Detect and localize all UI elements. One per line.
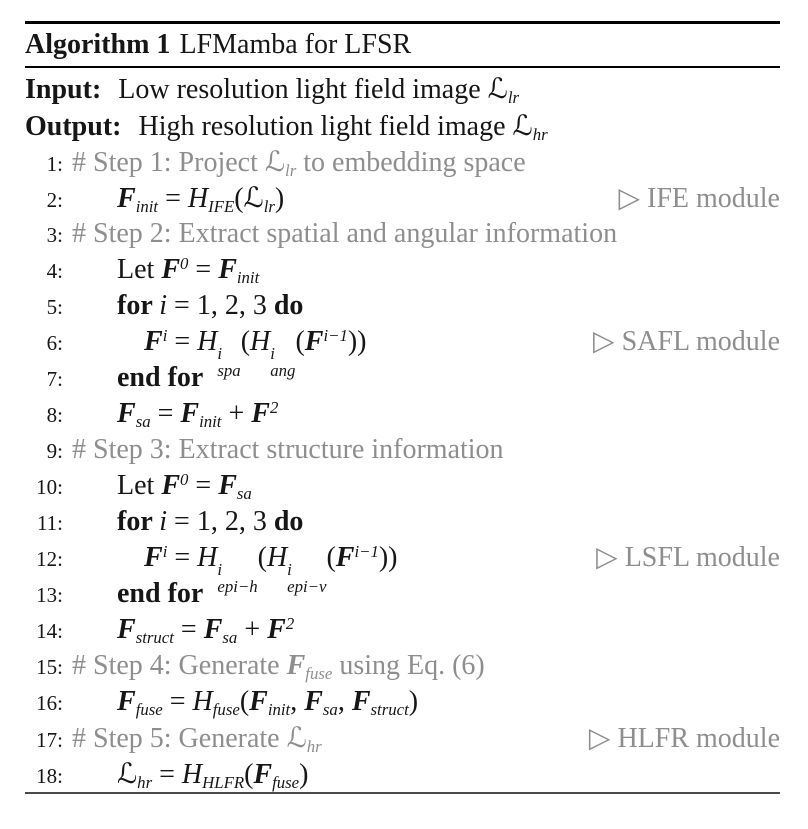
statement-text — [25, 70, 519, 108]
algorithm-line — [25, 288, 780, 324]
math-segment: = — [167, 326, 198, 357]
comment-text — [72, 216, 617, 252]
math-segment: F — [117, 614, 136, 645]
subscript: fuse — [135, 700, 163, 720]
line-number: 13: — [36, 583, 63, 607]
superscript: 2 — [285, 613, 295, 633]
module-annotation: ▷ HLFR module — [588, 723, 780, 754]
subscript: init — [199, 412, 222, 432]
statement-text — [72, 756, 308, 793]
math-segment: F — [117, 398, 136, 429]
math-segment: H — [192, 686, 213, 717]
algorithm-line — [25, 612, 780, 648]
math-segment: F — [203, 614, 223, 645]
statement-text — [72, 288, 303, 324]
algorithm-line — [25, 216, 780, 252]
module-annotation: ▷ LSFL module — [596, 542, 780, 573]
subscript: sa — [322, 700, 338, 720]
line-number: 18: — [36, 764, 63, 788]
statement-text — [25, 107, 548, 145]
math-segment: Input: — [25, 74, 102, 105]
subscript: struct — [370, 700, 409, 720]
subscript: IFE — [208, 197, 235, 217]
math-segment: = 1, 2, 3 — [167, 506, 274, 537]
math-segment: ) — [274, 183, 285, 214]
math-segment: for — [117, 290, 160, 321]
math-segment: F — [286, 650, 306, 681]
algorithm-line — [25, 396, 780, 432]
math-segment: , — [337, 686, 352, 717]
algorithm-line — [25, 648, 780, 684]
subscript: HLFR — [202, 773, 245, 793]
math-segment: ( — [239, 686, 250, 717]
supsub-stack: i epi−h — [217, 559, 258, 597]
io-line — [25, 107, 780, 144]
module-annotation: ▷ SAFL module — [593, 326, 780, 357]
math-segment: H — [197, 326, 218, 357]
math-segment: i — [159, 506, 168, 537]
math-segment: F — [335, 542, 355, 573]
math-segment: do — [273, 506, 304, 537]
math-segment: F — [304, 326, 324, 357]
math-segment: ( — [326, 542, 336, 573]
algorithm-line — [25, 684, 780, 720]
line-number: 1: — [46, 152, 63, 176]
line-number: 12: — [36, 547, 63, 571]
line-number: 5: — [46, 295, 63, 319]
math-segment: = — [152, 759, 182, 790]
math-segment: for — [117, 506, 160, 537]
script-L-symbol: ℒ — [264, 145, 286, 178]
math-segment: F — [351, 686, 371, 717]
math-segment: F — [304, 686, 323, 717]
subscript: lr — [263, 197, 275, 217]
algorithm-line — [25, 720, 780, 756]
subscript: struct — [135, 628, 174, 648]
superscript: i — [162, 541, 168, 561]
math-segment: Let — [117, 254, 162, 285]
math-segment: = — [162, 686, 193, 717]
subscript: sa — [236, 484, 252, 504]
statement-text — [72, 468, 252, 504]
line-number: 14: — [36, 619, 63, 643]
math-segment: H — [181, 759, 203, 790]
math-segment: # Step 1: Project — [72, 147, 265, 178]
superscript: i — [162, 325, 168, 345]
algorithm-body — [25, 144, 780, 792]
math-segment: # Step 5: Generate — [72, 723, 287, 754]
algorithm-line — [25, 504, 780, 540]
line-number: 10: — [36, 475, 63, 499]
math-segment: ( — [234, 183, 244, 214]
subscript: hr — [137, 773, 153, 793]
math-segment: do — [273, 290, 304, 321]
algorithm-io — [25, 68, 780, 144]
math-segment: ( — [257, 542, 267, 573]
math-segment: F — [117, 686, 136, 717]
math-segment: Output: — [25, 111, 122, 142]
line-number: 11: — [36, 511, 63, 535]
math-segment: i — [159, 290, 168, 321]
math-segment: # Step 4: Generate — [72, 650, 287, 681]
algorithm-line — [25, 144, 780, 180]
algorithm-header — [25, 24, 780, 68]
math-segment: = — [167, 542, 198, 573]
math-segment: H — [197, 542, 218, 573]
math-segment: Low resolution light field image — [111, 74, 488, 105]
math-segment: using Eq. (6) — [332, 650, 485, 681]
math-segment: = — [188, 254, 219, 285]
statement-text — [72, 180, 284, 217]
comment-text — [72, 720, 322, 757]
subscript: fuse — [212, 700, 240, 720]
subscript: lr — [507, 88, 520, 108]
io-line — [25, 70, 780, 107]
superscript: i−1 — [354, 541, 379, 561]
subscript: fuse — [272, 773, 300, 793]
math-segment: = 1, 2, 3 — [167, 290, 274, 321]
math-segment: end for — [117, 578, 204, 609]
subscript: lr — [285, 161, 297, 181]
math-segment: )) — [378, 542, 398, 573]
subscript: hr — [532, 125, 548, 145]
math-segment: F — [253, 759, 273, 790]
superscript: 0 — [180, 253, 189, 273]
math-segment: F — [144, 542, 163, 573]
math-segment: ( — [244, 759, 254, 790]
subscript: sa — [135, 412, 151, 432]
math-segment: H — [250, 326, 271, 357]
math-segment: F — [117, 183, 136, 214]
math-segment: H — [187, 183, 209, 214]
line-number: 15: — [36, 655, 63, 679]
algorithm-line — [25, 576, 780, 612]
math-segment: # Step 2: Extract spatial and angular information — [72, 218, 618, 249]
algorithm-label: Algorithm 1 — [25, 29, 171, 60]
math-segment: F — [267, 614, 286, 645]
supsub-stack: i spa — [217, 343, 241, 381]
comment-text — [72, 648, 485, 684]
math-segment: H — [266, 542, 288, 573]
subscript: init — [267, 700, 291, 720]
math-segment: F — [161, 470, 180, 501]
supsub-stack: i ang — [270, 343, 296, 381]
script-L-symbol: ℒ — [243, 181, 264, 214]
subscript: hr — [306, 737, 322, 757]
line-number: 7: — [46, 367, 63, 391]
statement-text — [72, 360, 203, 396]
math-segment: F — [218, 470, 237, 501]
line-number: 4: — [46, 259, 63, 283]
line-number: 17: — [36, 728, 63, 752]
math-segment: )) — [347, 326, 367, 357]
math-segment: + — [221, 398, 252, 429]
script-L-symbol: ℒ — [512, 109, 533, 142]
math-segment: ) — [408, 686, 419, 717]
math-segment: + — [237, 614, 268, 645]
math-segment: = — [150, 398, 181, 429]
subscript: fuse — [305, 664, 333, 684]
math-segment: F — [161, 254, 180, 285]
line-number: 6: — [46, 331, 63, 355]
algorithm-line — [25, 432, 780, 468]
statement-text — [72, 684, 418, 720]
math-segment: High resolution light field image — [131, 111, 513, 142]
algorithm-line — [25, 360, 780, 396]
math-segment: F — [249, 686, 268, 717]
algorithm-title: LFMamba for LFSR — [179, 29, 412, 60]
math-segment: F — [251, 398, 270, 429]
math-segment: F — [218, 254, 237, 285]
supsub-stack: i epi−v — [287, 559, 327, 597]
superscript: i−1 — [323, 325, 348, 345]
subscript: sa — [222, 628, 238, 648]
math-segment: F — [180, 398, 200, 429]
math-segment: end for — [117, 362, 204, 393]
math-segment: ( — [295, 326, 305, 357]
math-segment: to embedding space — [296, 147, 526, 178]
comment-text — [72, 144, 526, 181]
math-segment: , — [290, 686, 305, 717]
algorithm-line — [25, 468, 780, 504]
math-segment: = — [173, 614, 204, 645]
line-number: 16: — [36, 691, 63, 715]
subscript: init — [135, 197, 159, 217]
algorithm-block — [25, 21, 780, 794]
script-L-symbol: ℒ — [487, 72, 508, 105]
algorithm-line — [25, 252, 780, 288]
script-L-symbol: ℒ — [117, 757, 138, 790]
math-segment: = — [188, 470, 219, 501]
math-segment: = — [158, 183, 188, 214]
statement-text — [72, 396, 278, 432]
comment-text — [72, 432, 504, 468]
math-segment: # Step 3: Extract structure information — [72, 434, 504, 465]
statement-text — [72, 504, 303, 540]
statement-text — [72, 612, 294, 648]
module-annotation: ▷ IFE module — [618, 183, 780, 214]
script-L-symbol: ℒ — [286, 721, 307, 754]
statement-text — [72, 252, 259, 288]
line-number: 3: — [46, 223, 63, 247]
superscript: 2 — [269, 397, 279, 417]
statement-text — [72, 576, 203, 612]
algorithm-line — [25, 180, 780, 216]
line-number: 8: — [46, 403, 63, 427]
math-segment: F — [144, 326, 163, 357]
algorithm-line — [25, 756, 780, 792]
subscript: init — [236, 268, 260, 288]
line-number: 2: — [46, 188, 63, 212]
math-segment: Let — [117, 470, 162, 501]
line-number: 9: — [46, 439, 63, 463]
superscript: 0 — [180, 469, 189, 489]
math-segment: ) — [299, 759, 309, 790]
math-segment: ( — [240, 326, 251, 357]
